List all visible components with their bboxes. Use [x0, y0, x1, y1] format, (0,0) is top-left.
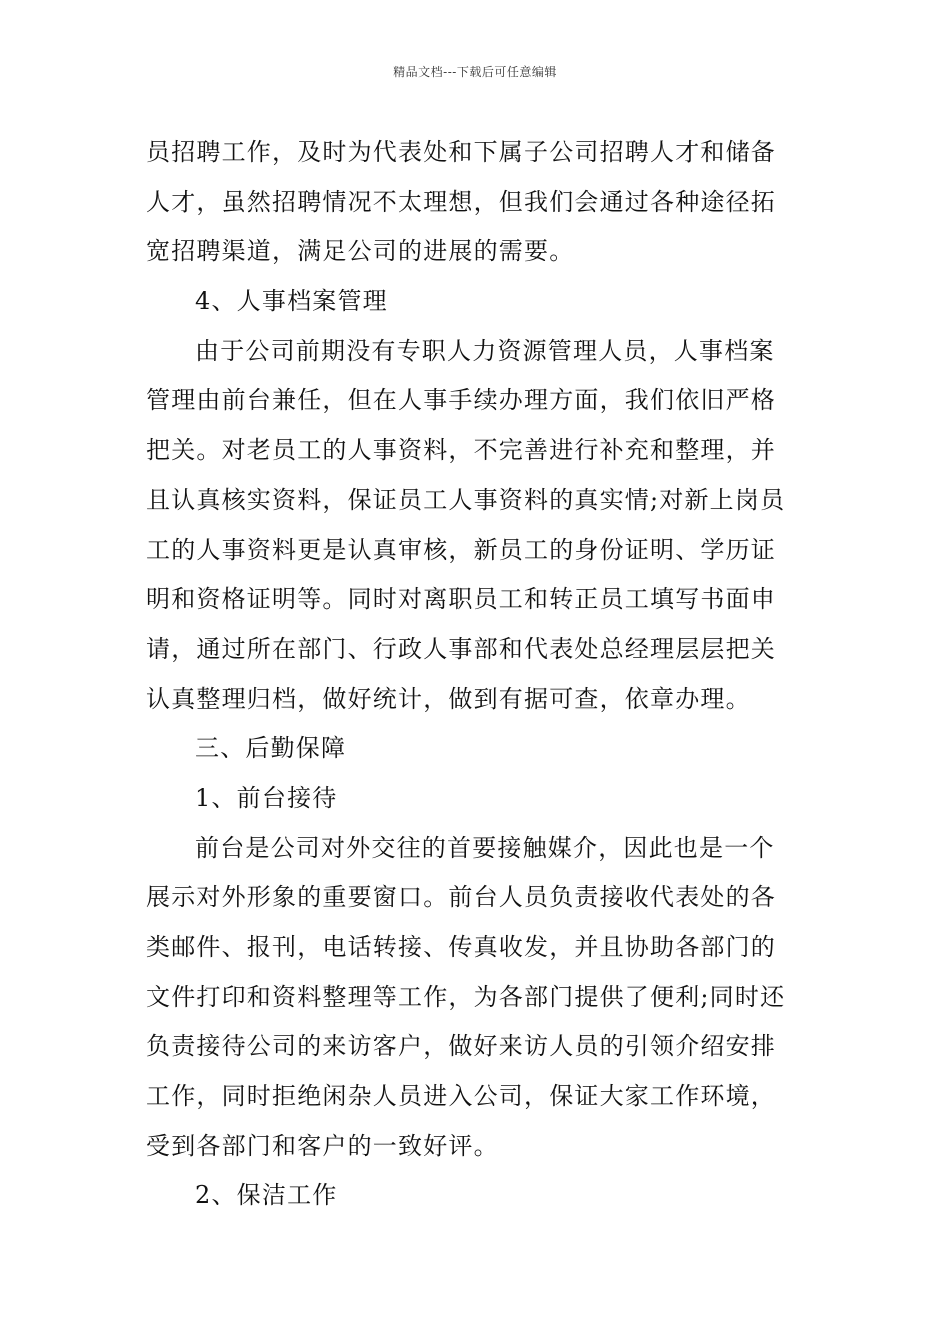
text-line: 2、保洁工作 — [195, 1181, 338, 1210]
page-header: 精品文档---下载后可任意编辑 — [393, 65, 557, 79]
text-line: 文件打印和资料整理等工作，为各部门提供了便利;同时还 — [146, 982, 786, 1011]
text-line: 展示对外形象的重要窗口。前台人员负责接收代表处的各 — [146, 883, 776, 912]
text-line: 请，通过所在部门、行政人事部和代表处总经理层层把关 — [146, 634, 776, 663]
text-line: 受到各部门和客户的一致好评。 — [146, 1131, 499, 1160]
text-line: 类邮件、报刊，电话转接、传真收发，并且协助各部门的 — [146, 933, 776, 961]
text-line: 人才，虽然招聘情况不太理想，但我们会通过各种途径拓 — [146, 187, 776, 216]
text-line: 明和资格证明等。同时对离职员工和转正员工填写书面申 — [146, 585, 776, 614]
text-line: 工的人事资料更是认真审核，新员工的身份证明、学历证 — [146, 535, 776, 564]
text-line: 把关。对老员工的人事资料，不完善进行补充和整理，并 — [146, 436, 776, 465]
text-line: 认真整理归档，做好统计，做到有据可查，依章办理。 — [146, 684, 751, 713]
text-line: 宽招聘渠道，满足公司的进展的需要。 — [146, 237, 575, 266]
text-line: 负责接待公司的来访客户，做好来访人员的引领介绍安排 — [146, 1032, 776, 1061]
text-line: 4、人事档案管理 — [195, 287, 388, 316]
text-line: 且认真核实资料，保证员工人事资料的真实情;对新上岗员 — [146, 485, 786, 514]
document-body — [146, 128, 806, 1221]
text-line: 三、后勤保障 — [195, 734, 347, 763]
text-line: 员招聘工作，及时为代表处和下属子公司招聘人才和储备 — [146, 138, 776, 166]
text-line: 前台是公司对外交往的首要接触媒介，因此也是一个 — [195, 833, 775, 862]
text-line: 由于公司前期没有专职人力资源管理人员，人事档案 — [195, 336, 775, 365]
text-line: 工作，同时拒绝闲杂人员进入公司，保证大家工作环境， — [146, 1082, 776, 1111]
text-line: 1、前台接待 — [195, 783, 338, 812]
text-line: 管理由前台兼任，但在人事手续办理方面，我们依旧严格 — [146, 386, 776, 415]
